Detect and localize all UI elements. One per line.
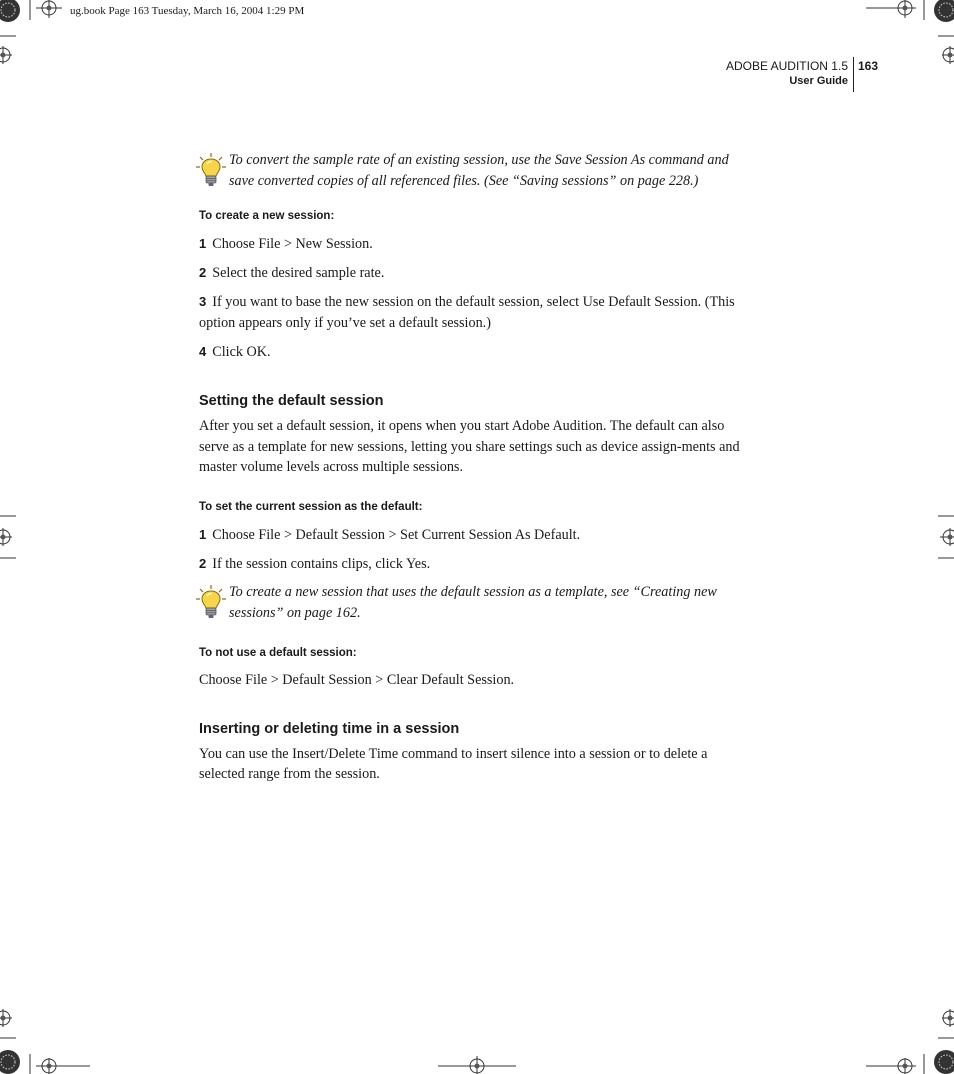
step-text: Choose File > New Session. <box>212 236 373 252</box>
header-product: ADOBE AUDITION 1.5 <box>725 59 848 73</box>
page-body <box>199 150 755 785</box>
step-number: 1 <box>199 526 207 542</box>
section-heading: Setting the default session <box>199 393 384 409</box>
tip-note <box>197 582 755 627</box>
procedure-body: Choose File > Default Session > Clear Default Session. <box>199 671 515 688</box>
step-text: If the session contains clips, click Yes. <box>212 555 431 572</box>
list-item <box>199 233 755 255</box>
tip-note <box>197 150 755 195</box>
step-number: 2 <box>199 265 207 280</box>
list-item <box>199 524 755 546</box>
header-subtitle: User Guide <box>789 75 848 87</box>
book-slug: ug.book Page 163 Tuesday, March 16, 2004 1:29 PM <box>70 5 305 17</box>
tip-text: To convert the sample rate of an existing session, use the Save Session As command and save converted copies of all referenced files. (See “Saving sessions” on page 228.) <box>229 152 729 189</box>
step-number: 3 <box>199 294 207 309</box>
lightbulb-icon <box>195 152 229 195</box>
step-text: Click OK. <box>212 344 271 360</box>
header-divider <box>853 57 854 92</box>
step-number: 1 <box>199 236 207 251</box>
step-text: If you want to base the new session on the default session, select Use Default Session. (This option appears only if you’ve set a default session.) <box>199 294 735 331</box>
procedure-heading: To set the current session as the default: <box>199 500 423 513</box>
step-text: Select the desired sample rate. <box>212 265 385 281</box>
page-number: 163 <box>858 59 879 73</box>
procedure-heading: To create a new session: <box>199 210 335 222</box>
tip-text: To create a new session that uses the default session as a template, see “Creating new sessions” on page 162. <box>229 583 717 621</box>
lightbulb-icon <box>195 584 229 627</box>
section-body: You can use the Insert/Delete Time command to insert silence into a session or to delete a selected range from the session. <box>199 745 708 782</box>
list-item <box>199 341 755 363</box>
list-item <box>199 553 755 575</box>
step-text: Choose File > Default Session > Set Current Session As Default. <box>212 526 581 543</box>
section-body: After you set a default session, it opens when you start Adobe Audition. The default can also serve as a template for new sessions, letting you share settings such as device assign-ments and master volume levels across multiple sessions. <box>199 418 740 475</box>
step-number: 4 <box>199 344 207 359</box>
step-number: 2 <box>199 555 207 571</box>
list-item <box>199 291 755 334</box>
procedure-heading: To not use a default session: <box>199 646 357 659</box>
list-item <box>199 262 755 284</box>
section-heading: Inserting or deleting time in a session <box>199 720 460 737</box>
